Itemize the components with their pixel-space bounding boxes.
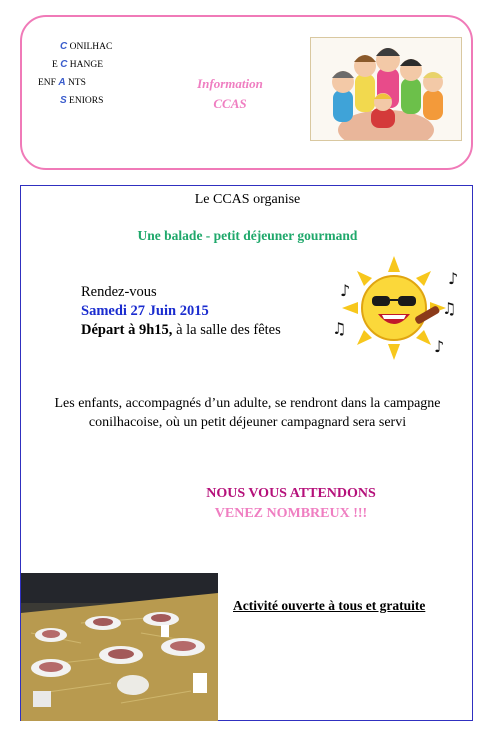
departure-line: [81, 321, 281, 340]
svg-text:♫: ♫: [332, 319, 347, 338]
svg-text:♪: ♪: [448, 269, 459, 288]
breakfast-food-image: [21, 573, 218, 721]
acronym-line-enfants: [38, 74, 86, 92]
description-line2: conilhacoise, où un petit déjeuner campagnard sera servi: [88, 415, 407, 430]
main-content-frame: [20, 185, 473, 721]
acronym-rest-onilhac: ONILHAC: [69, 42, 113, 52]
organise-heading: Le CCAS organise: [194, 192, 301, 207]
activity-free-notice: Activité ouverte à tous et gratuite: [233, 598, 426, 613]
singing-sun-illustration: [324, 254, 464, 366]
acronym-prefix-enf: ENF: [38, 78, 56, 88]
acronym-letter-a: A: [58, 77, 66, 88]
rendezvous-block: [81, 283, 281, 340]
event-date: Samedi 27 Juin 2015: [81, 303, 209, 319]
info-ccas-title: [180, 74, 280, 114]
acronym-rest-eniors: ENIORS: [69, 96, 104, 106]
svg-text:♪: ♪: [434, 337, 445, 356]
event-title: Une balade - petit déjeuner gourmand: [137, 228, 358, 243]
svg-text:♪: ♪: [340, 281, 351, 300]
acronym-rest-nts: NTS: [67, 78, 86, 88]
acronym-line-echange: [52, 56, 103, 74]
acronym-letter-c: C: [60, 41, 68, 52]
description-line1: Les enfants, accompagnés d’un adulte, se rendront dans la campagne: [54, 396, 441, 411]
departure-place: à la salle des fêtes: [172, 322, 281, 338]
description-paragraph: [21, 394, 474, 432]
attendons-text: NOUS VOUS ATTENDONS: [206, 486, 376, 501]
acronym-letter-s: S: [60, 95, 67, 106]
acronym-letter-c2: C: [60, 59, 68, 70]
info-title-line2: CCAS: [213, 96, 247, 111]
acronym-rest-hange: HANGE: [69, 60, 104, 70]
info-title-line1: Information: [197, 76, 263, 91]
finger-puppets-image: [310, 37, 462, 141]
singing-sun-image: [324, 254, 464, 366]
acronym-line-seniors: [60, 92, 103, 110]
acronym-prefix-e: E: [52, 60, 58, 70]
nombreux-text: VENEZ NOMBREUX !!!: [214, 506, 368, 521]
departure-time: Départ à 9h15,: [81, 322, 173, 338]
acronym-line-conilhac: [60, 38, 112, 56]
finger-puppets-illustration: [311, 38, 461, 140]
rendezvous-label: Rendez-vous: [81, 284, 157, 300]
breakfast-table-photo: [21, 573, 218, 721]
svg-text:♫: ♫: [442, 299, 457, 318]
